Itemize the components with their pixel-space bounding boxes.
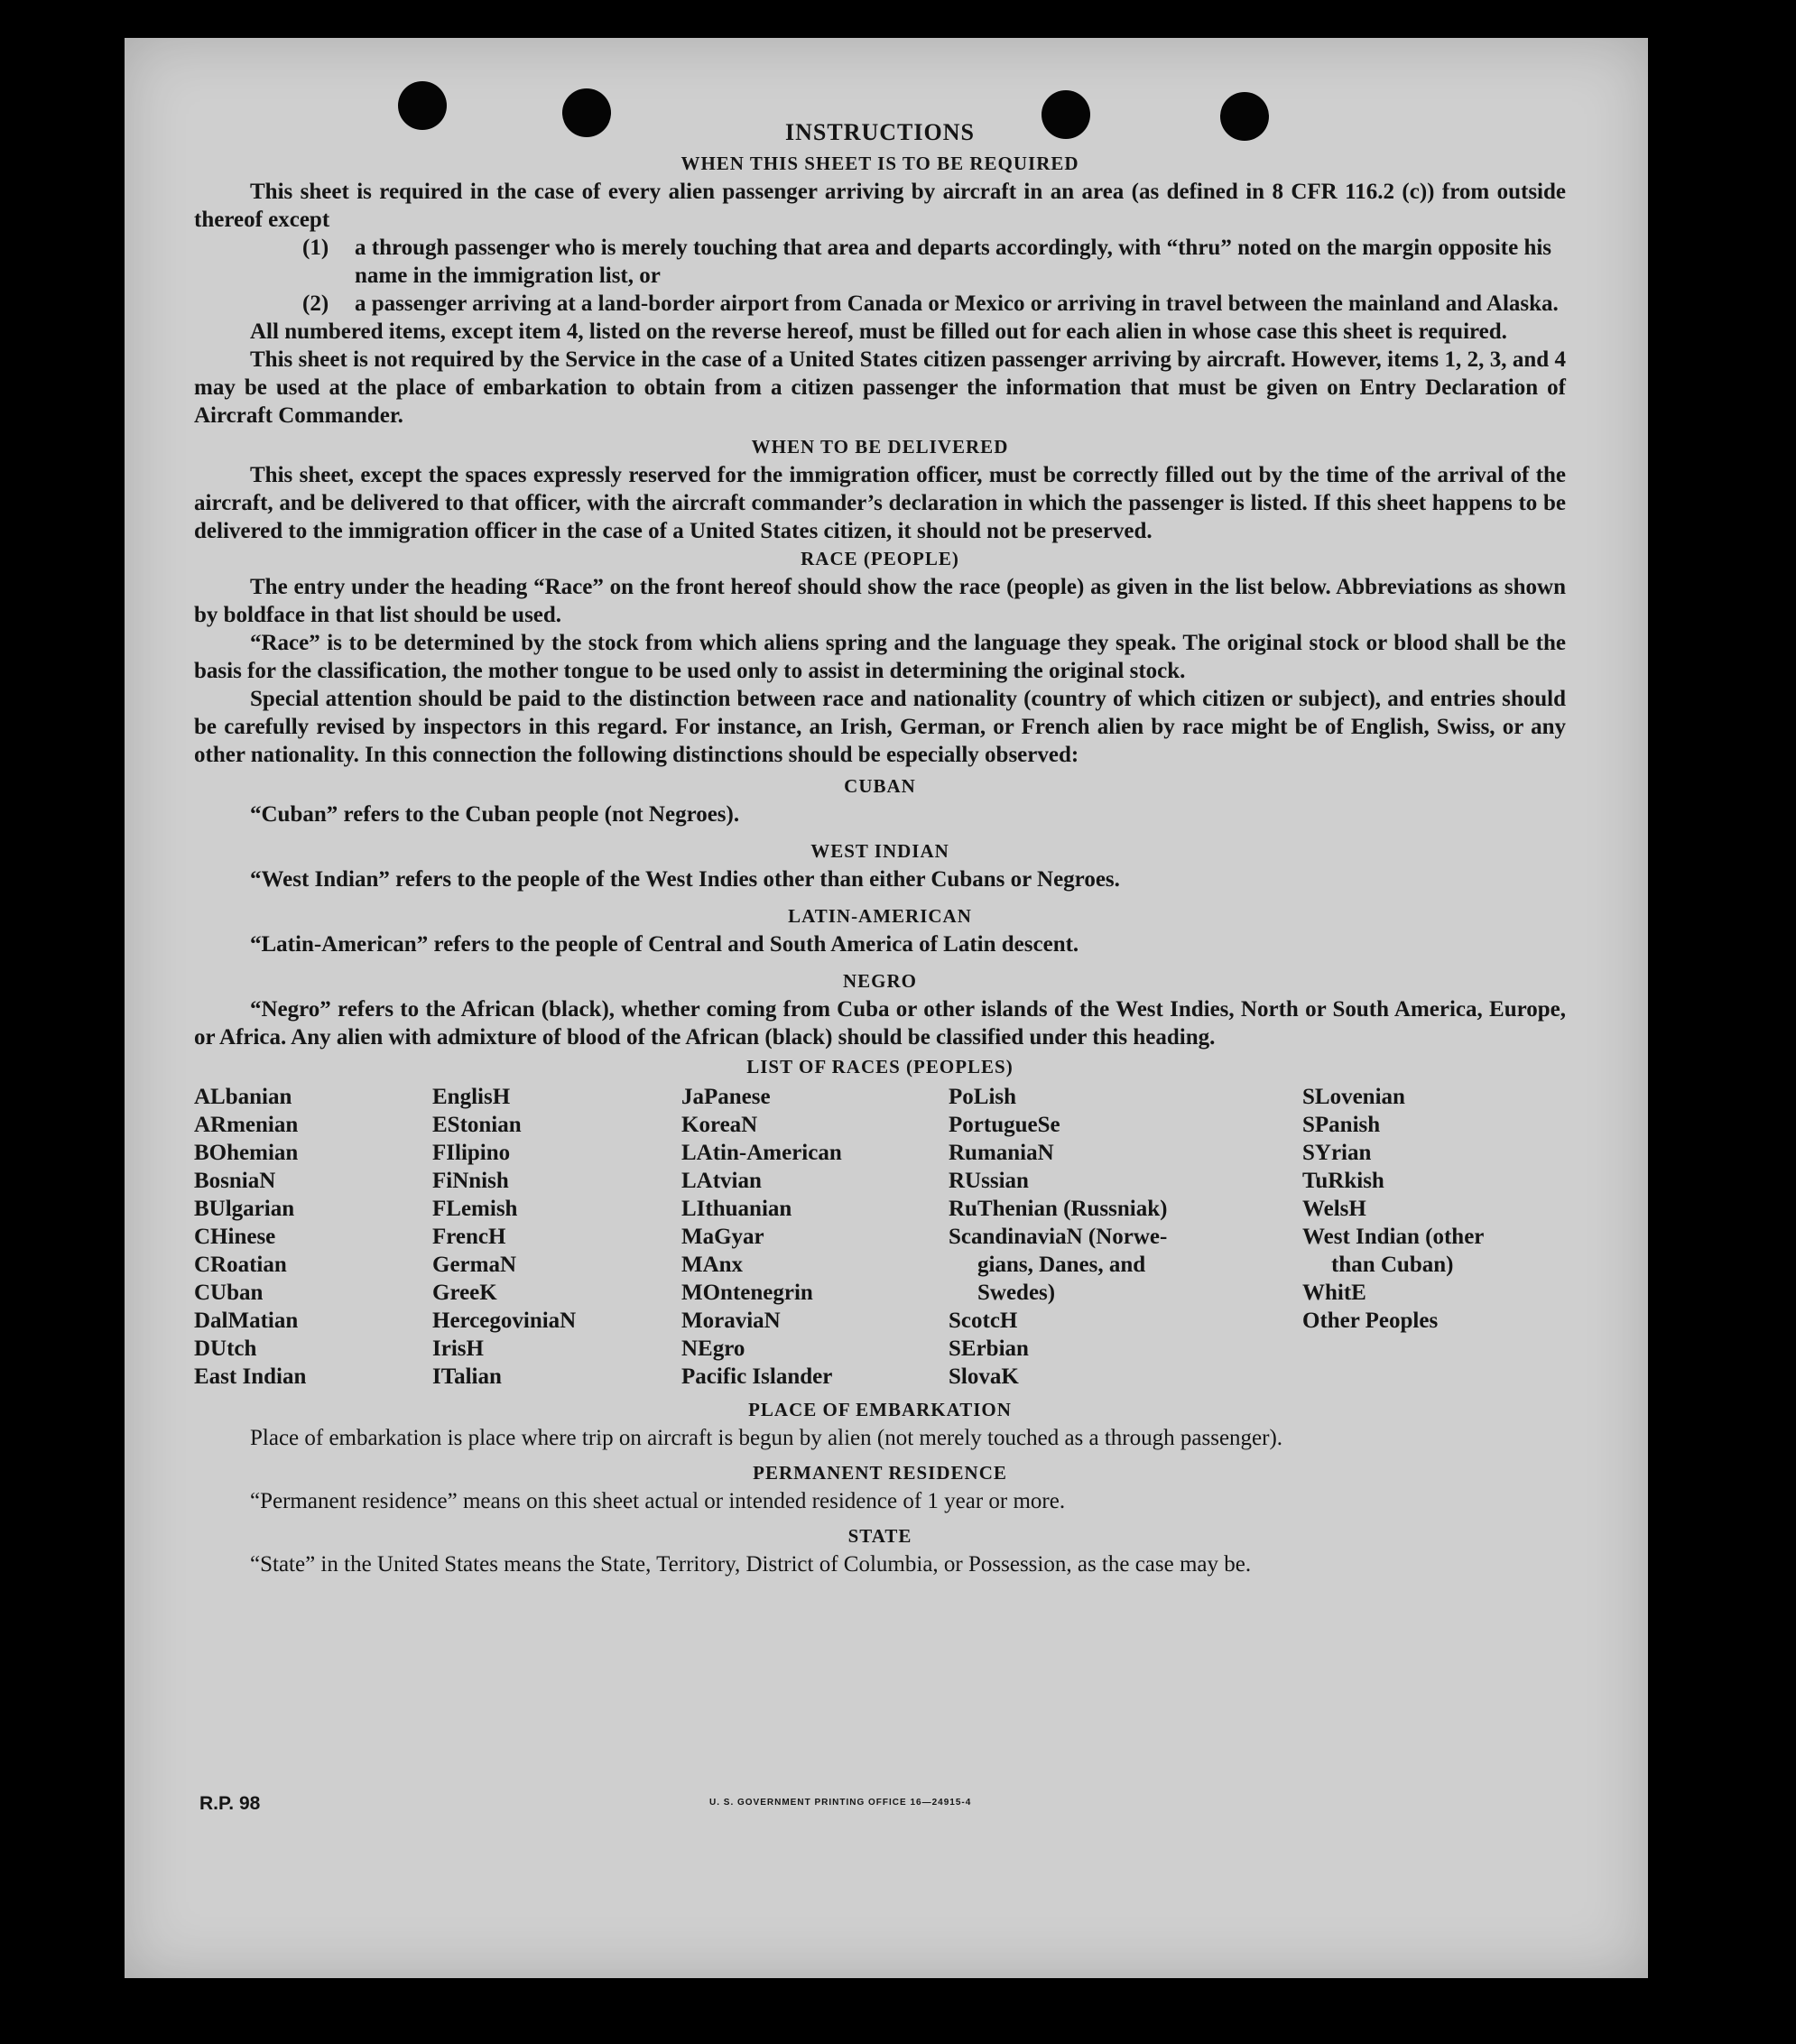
distinction-text: “West Indian” refers to the people of the West Indies other than either Cubans or Negroes. bbox=[250, 867, 1120, 892]
race-entry: SLovenian bbox=[1302, 1085, 1405, 1109]
exception-number: (2) bbox=[302, 291, 329, 316]
race-entry: BosniaN bbox=[194, 1169, 276, 1193]
race-entry: JaPanese bbox=[681, 1085, 771, 1109]
race-entry: West Indian (other bbox=[1302, 1225, 1485, 1249]
distinction-heading: NEGRO bbox=[842, 970, 917, 992]
state-text: “State” in the United States means the State, Territory, District of Columbia, or Possession, as the case may be. bbox=[250, 1552, 1252, 1577]
race-entry: BOhemian bbox=[194, 1141, 299, 1165]
race-entry: SlovaK bbox=[949, 1364, 1019, 1389]
section-heading-residence: PERMANENT RESIDENCE bbox=[753, 1462, 1007, 1484]
races-column bbox=[1302, 1083, 1566, 1391]
race-entry: EnglisH bbox=[432, 1085, 511, 1109]
race-entry: DUtch bbox=[194, 1336, 257, 1361]
race-entry: ITalian bbox=[432, 1364, 502, 1389]
race-entry: ALbanian bbox=[194, 1085, 292, 1109]
exception-text: a through passenger who is merely touching that area and departs accordingly, with “thru” noted on the margin opposite his name in the immigration list, or bbox=[355, 236, 1552, 288]
race-entry: MoraviaN bbox=[681, 1309, 781, 1333]
race-entry: LIthuanian bbox=[681, 1197, 792, 1221]
section-heading-state: STATE bbox=[847, 1525, 912, 1547]
exception-text: a passenger arriving at a land-border airport from Canada or Mexico or arriving in travel between the mainland and Alaska. bbox=[355, 291, 1559, 316]
race-entry: Other Peoples bbox=[1302, 1309, 1439, 1333]
race-entry: SErbian bbox=[949, 1336, 1029, 1361]
races-column bbox=[949, 1083, 1302, 1391]
page-footer bbox=[199, 1793, 1571, 1820]
distinction-text: “Cuban” refers to the Cuban people (not Negroes). bbox=[250, 802, 740, 827]
distinction-heading: LATIN-AMERICAN bbox=[788, 905, 972, 927]
when-required-intro: This sheet is required in the case of every alien passenger arriving by aircraft in an area (as defined in 8 CFR 116.2 (c)) from outside thereof except bbox=[194, 180, 1566, 232]
race-entry: MOntenegrin bbox=[681, 1281, 813, 1305]
race-entry: NEgro bbox=[681, 1336, 745, 1361]
exception-item bbox=[302, 290, 1566, 318]
race-entry: FIlipino bbox=[432, 1141, 511, 1165]
races-column bbox=[194, 1083, 432, 1391]
races-column bbox=[432, 1083, 681, 1391]
instructions-content bbox=[194, 117, 1566, 1578]
race-entry-continued: Swedes) bbox=[977, 1281, 1056, 1305]
races-column bbox=[681, 1083, 949, 1391]
exception-number: (1) bbox=[302, 236, 329, 260]
race-entry: IrisH bbox=[432, 1336, 484, 1361]
race-entry: TuRkish bbox=[1302, 1169, 1384, 1193]
embarkation-text: Place of embarkation is place where trip on aircraft is begun by alien (not merely touched as a through passenger). bbox=[250, 1426, 1283, 1450]
section-heading-race: RACE (PEOPLE) bbox=[801, 548, 959, 569]
race-entry: GermaN bbox=[432, 1253, 517, 1277]
race-entry: PoLish bbox=[949, 1085, 1017, 1109]
race-entry: LAtvian bbox=[681, 1169, 762, 1193]
race-entry: RumaniaN bbox=[949, 1141, 1054, 1165]
race-entry: DalMatian bbox=[194, 1309, 299, 1333]
race-entry: SPanish bbox=[1302, 1113, 1381, 1137]
race-entry-continued: than Cuban) bbox=[1331, 1253, 1454, 1277]
race-entry: MAnx bbox=[681, 1253, 744, 1277]
race-paragraph: The entry under the heading “Race” on the front hereof should show the race (people) as given in the list below. Abbreviations as shown by boldface in that list should be used. bbox=[194, 575, 1566, 627]
race-entry: FrencH bbox=[432, 1225, 506, 1249]
citizen-paragraph: This sheet is not required by the Service in the case of a United States citizen passenger arriving by aircraft. However, items 1, 2, 3, and 4 may be used at the place of embarkation to obtain from a citizen passenger the information that must be given on Entry Declaration of Aircraft Commander. bbox=[194, 347, 1566, 428]
race-entry: Pacific Islander bbox=[681, 1364, 833, 1389]
race-entry: CUban bbox=[194, 1281, 264, 1305]
section-heading-when-required: WHEN THIS SHEET IS TO BE REQUIRED bbox=[680, 153, 1079, 174]
race-entry: EStonian bbox=[432, 1113, 522, 1137]
race-entry: FiNnish bbox=[432, 1169, 509, 1193]
race-entry: WhitE bbox=[1302, 1281, 1366, 1305]
race-entry: East Indian bbox=[194, 1364, 307, 1389]
race-entry: RUssian bbox=[949, 1169, 1029, 1193]
section-heading-embarkation: PLACE OF EMBARKATION bbox=[748, 1399, 1012, 1420]
race-entry: ARmenian bbox=[194, 1113, 299, 1137]
race-entry: ScandinaviaN (Norwe- bbox=[949, 1225, 1168, 1249]
race-entry: RuThenian (Russniak) bbox=[949, 1197, 1168, 1221]
exception-item bbox=[302, 234, 1566, 290]
distinction-heading: CUBAN bbox=[844, 775, 916, 797]
race-entry: SYrian bbox=[1302, 1141, 1372, 1165]
numbered-items-paragraph: All numbered items, except item 4, listed on the reverse hereof, must be filled out for each alien in whose case this sheet is required. bbox=[250, 319, 1507, 344]
race-paragraph: Special attention should be paid to the distinction between race and nationality (country of which citizen or subject), and entries should be carefully revised by inspectors in this regard. For instance, an Irish, German, or French alien by race might be of English, Swiss, or any other nationality. In this connection the following distinctions should be especially observed: bbox=[194, 687, 1566, 767]
race-entry: CHinese bbox=[194, 1225, 276, 1249]
race-entry-continued: gians, Danes, and bbox=[977, 1253, 1146, 1277]
race-entry: KoreaN bbox=[681, 1113, 758, 1137]
race-entry: ScotcH bbox=[949, 1309, 1018, 1333]
race-paragraph: “Race” is to be determined by the stock from which aliens spring and the language they speak. The original stock or blood shall be the basis for the classification, the mother tongue to be used only to assist in determining the original stock. bbox=[194, 631, 1566, 683]
race-entry: LAtin-American bbox=[681, 1141, 842, 1165]
race-entry: WelsH bbox=[1302, 1197, 1366, 1221]
when-delivered-text: This sheet, except the spaces expressly reserved for the immigration officer, must be correctly filled out by the time of the arrival of the aircraft, and be delivered to that officer, with the aircraft commander’s declaration in which the passenger is listed. If this sheet happens to be delivered to the immigration officer in the case of a United States citizen, it should not be preserved. bbox=[194, 463, 1566, 543]
race-entry: MaGyar bbox=[681, 1225, 764, 1249]
distinction-text: “Negro” refers to the African (black), whether coming from Cuba or other islands of the West Indies, North or South America, Europe, or Africa. Any alien with admixture of blood of the African (black) should be classified under this heading. bbox=[194, 997, 1566, 1050]
printer-imprint: U. S. GOVERNMENT PRINTING OFFICE 16—24915-4 bbox=[709, 1798, 972, 1808]
race-entry: GreeK bbox=[432, 1281, 497, 1305]
form-number: R.P. 98 bbox=[199, 1793, 261, 1814]
document-sheet bbox=[125, 38, 1648, 1978]
race-entry: HercegoviniaN bbox=[432, 1309, 577, 1333]
residence-text: “Permanent residence” means on this sheet actual or intended residence of 1 year or more. bbox=[250, 1489, 1066, 1513]
distinction-heading: WEST INDIAN bbox=[810, 840, 949, 862]
race-entry: PortugueSe bbox=[949, 1113, 1060, 1137]
race-entry: CRoatian bbox=[194, 1253, 287, 1277]
races-list bbox=[194, 1083, 1566, 1391]
race-entry: BUlgarian bbox=[194, 1197, 295, 1221]
page-title: INSTRUCTIONS bbox=[785, 119, 975, 145]
races-list-heading: LIST OF RACES (PEOPLES) bbox=[746, 1056, 1014, 1077]
race-entry: FLemish bbox=[432, 1197, 518, 1221]
distinction-text: “Latin-American” refers to the people of Central and South America of Latin descent. bbox=[250, 932, 1079, 957]
section-heading-when-delivered: WHEN TO BE DELIVERED bbox=[751, 436, 1009, 458]
